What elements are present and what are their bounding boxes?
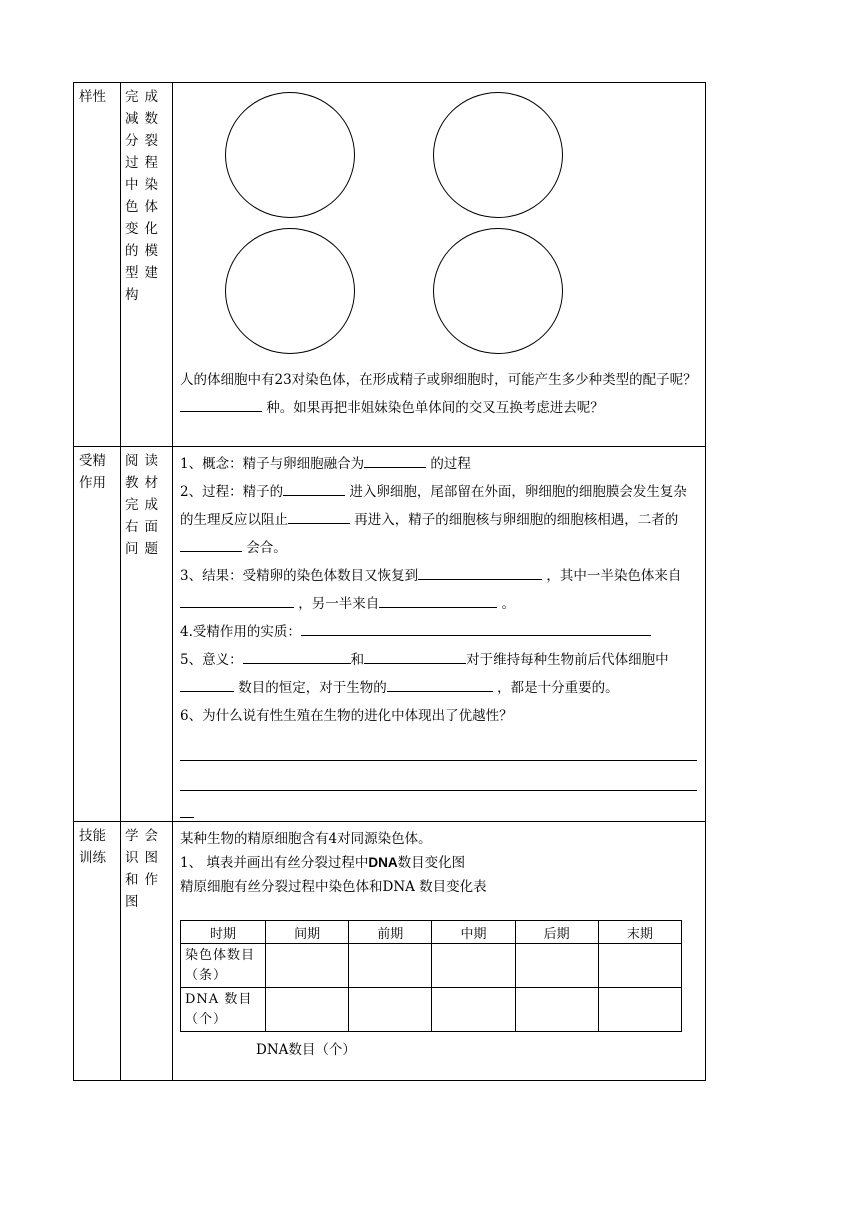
answer-cell[interactable] <box>432 944 515 988</box>
answer-blank[interactable] <box>364 647 466 664</box>
q1: 1、概念：精子与卵细胞融合为 的过程 <box>180 450 698 478</box>
answer-cell[interactable] <box>515 988 598 1032</box>
fertilization-questions <box>180 450 698 730</box>
column-divider-2 <box>172 82 173 1081</box>
header-cell: 后期 <box>515 921 598 944</box>
q3: 3、结果：受精卵的染色体数目又恢复到 ，其中一半染色体来自 ，另一半来自 。 <box>180 562 698 618</box>
answer-cell[interactable] <box>266 944 349 988</box>
section1-category: 样性 <box>79 89 106 105</box>
answer-blank[interactable] <box>243 647 351 664</box>
answer-cell[interactable] <box>598 988 681 1032</box>
skill-line-1: 某种生物的精原细胞含有4对同源染色体。 <box>180 831 432 847</box>
answer-line-2[interactable] <box>180 790 697 791</box>
table-row <box>181 944 682 988</box>
section2-activity: 阅读教材完成右面问题 <box>125 453 164 557</box>
cell-circle-2[interactable] <box>433 92 563 218</box>
column-divider-1 <box>120 82 121 1081</box>
cell-circle-4[interactable] <box>433 228 563 354</box>
q2: 2、过程：精子的 进入卵细胞，尾部留在外面，卵细胞的细胞膜会发生复杂的生理反应以阻止 再进入，精子的细胞核与卵细胞的细胞核相遇，二者的 会合。 <box>180 478 698 562</box>
answer-blank[interactable] <box>180 395 262 412</box>
answer-blank[interactable] <box>387 675 493 692</box>
answer-blank[interactable] <box>180 675 234 692</box>
cell-circle-3[interactable] <box>225 228 355 354</box>
q5: 5、意义： 和 对于维持每种生物前后代体细胞中 数目的恒定，对于生物的 ，都是十分重要的。 <box>180 646 698 702</box>
header-cell: 前期 <box>349 921 432 944</box>
header-cell: 时期 <box>181 921 266 944</box>
header-cell: 末期 <box>598 921 681 944</box>
answer-cell[interactable] <box>266 988 349 1032</box>
row-divider-1 <box>73 446 706 447</box>
row-label-chromosome: 染色体数目（条） <box>181 944 266 988</box>
answer-blank[interactable] <box>180 591 294 608</box>
answer-blank[interactable] <box>301 619 651 636</box>
table-row <box>181 988 682 1032</box>
axis-label: DNA数目（个） <box>256 1042 356 1058</box>
skill-instructions <box>180 827 487 899</box>
header-cell: 间期 <box>266 921 349 944</box>
section3-activity: 学会识图和作图 <box>125 828 164 910</box>
answer-cell[interactable] <box>598 944 681 988</box>
answer-cell[interactable] <box>349 988 432 1032</box>
answer-blank[interactable] <box>418 563 542 580</box>
chromosome-dna-table <box>180 920 682 1032</box>
header-cell: 中期 <box>432 921 515 944</box>
answer-cell[interactable] <box>349 944 432 988</box>
row-label-dna: DNA 数目（个） <box>181 988 266 1032</box>
answer-cell[interactable] <box>515 944 598 988</box>
answer-line-tail <box>180 817 194 818</box>
section3-category: 技能训练 <box>79 828 106 866</box>
q6: 6、为什么说有性生殖在生物的进化中体现出了优越性？ <box>180 708 513 724</box>
table-title: 精原细胞有丝分裂过程中染色体和DNA 数目变化表 <box>180 879 487 895</box>
q4: 4.受精作用的实质： <box>180 618 698 646</box>
answer-cell[interactable] <box>432 988 515 1032</box>
answer-blank[interactable] <box>288 507 350 524</box>
answer-line-1[interactable] <box>180 760 697 761</box>
answer-blank[interactable] <box>379 591 497 608</box>
skill-line-2: 1、 填表并画出有丝分裂过程中DNA数目变化图 <box>180 855 466 871</box>
table-header-row <box>181 921 682 944</box>
gamete-question: 人的体细胞中有23对染色体，在形成精子或卵细胞时，可能产生多少种类型的配子呢？ 种。如果再把非姐妹染色单体间的交叉互换考虑进去呢？ <box>180 372 697 416</box>
section2-category: 受精作用 <box>79 453 106 491</box>
cell-circle-1[interactable] <box>225 92 355 218</box>
answer-blank[interactable] <box>283 479 345 496</box>
section1-activity: 完成减数分裂过程中染色体变化的模型建构 <box>125 89 164 303</box>
answer-blank[interactable] <box>180 535 242 552</box>
answer-blank[interactable] <box>364 451 426 468</box>
row-divider-2 <box>73 821 706 822</box>
